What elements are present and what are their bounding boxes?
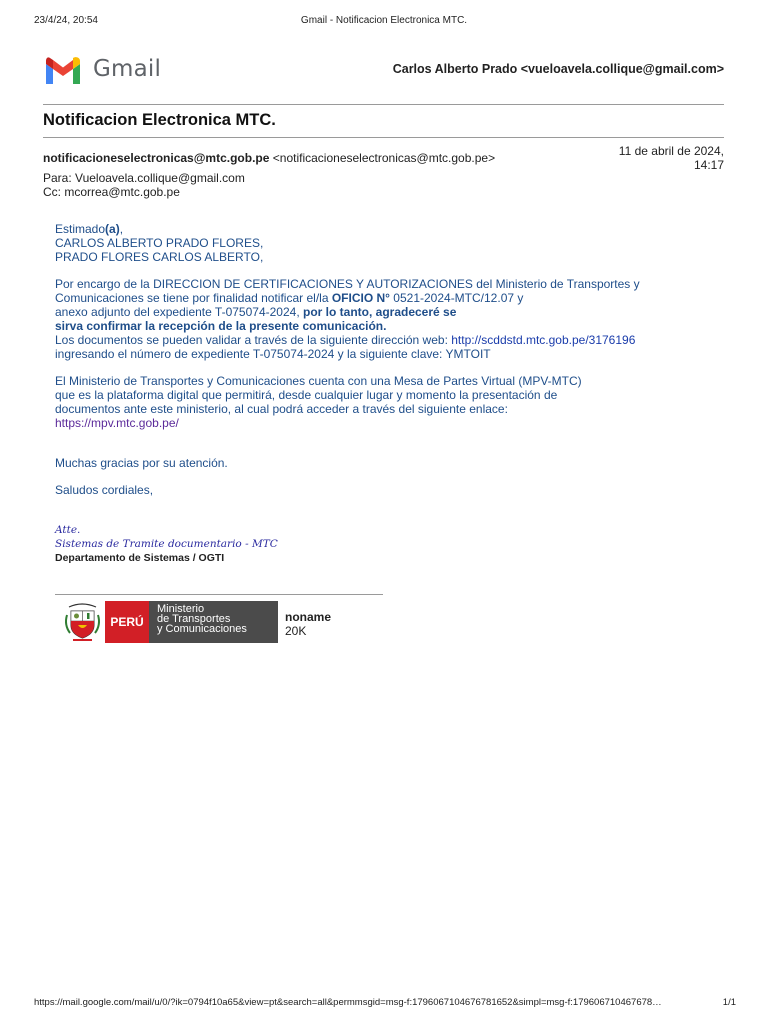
paragraph-2-line-1: El Ministerio de Transportes y Comunicaciones cuenta con una Mesa de Partes Virtual (MPV-MTC)	[55, 374, 582, 388]
email-subject: Notificacion Electronica MTC.	[43, 111, 276, 129]
ministry-line-2: de Transportes	[157, 613, 231, 625]
mpv-link[interactable]: https://mpv.mtc.gob.pe/	[55, 416, 179, 430]
recipient-name-2: PRADO FLORES CARLOS ALBERTO,	[55, 250, 264, 264]
validation-text: Los documentos se pueden validar a través de la siguiente dirección web:	[55, 333, 452, 347]
greeting-suffix: (a)	[105, 222, 120, 236]
message-date-day: 11 de abril de 2024,	[618, 144, 724, 158]
paragraph-2-line-2: que es la plataforma digital que permitirá, desde cualquier lugar y momento la presentación de	[55, 388, 558, 402]
p1-text: Comunicaciones se tiene por finalidad notificar el/la	[55, 291, 332, 305]
message-date-time: 14:17	[693, 158, 724, 172]
message-date	[619, 144, 724, 172]
paragraph-1-line-6: ingresando el número de expediente T-075074-2024 y la siguiente clave: YMTOIT	[55, 347, 491, 361]
signature-system: Sistemas de Tramite documentario - MTC	[55, 538, 278, 550]
signature-atte: Atte.	[55, 524, 81, 536]
request-text: por lo tanto, agradeceré se	[302, 305, 457, 319]
paragraph-1-line-2	[55, 291, 523, 305]
sender-name: notificacioneselectronicas@mtc.gob.pe	[43, 151, 270, 165]
thanks-line: Muchas gracias por su atención.	[55, 456, 228, 470]
sender-line	[43, 151, 495, 165]
gmail-logo[interactable]	[43, 54, 166, 86]
peru-label: PERÚ	[105, 601, 149, 643]
peru-crest-icon	[61, 601, 104, 643]
print-page-number: 1/1	[722, 997, 736, 1008]
paragraph-1-line-1: Por encargo de la DIRECCION DE CERTIFICACIONES Y AUTORIZACIONES del Ministerio de Transportes y	[55, 277, 640, 291]
paragraph-1-line-4: sirva confirmar la recepción de la presente comunicación.	[55, 319, 387, 333]
greeting-line	[55, 222, 123, 236]
recipient-cc: Cc: mcorrea@mtc.gob.pe	[43, 185, 180, 199]
print-datetime: 23/4/24, 20:54	[34, 15, 98, 26]
sender-address: <notificacioneselectronicas@mtc.gob.pe>	[272, 151, 496, 165]
ministry-label	[149, 601, 278, 643]
validation-link[interactable]: http://scddstd.mtc.gob.pe/3176196	[451, 333, 636, 347]
greeting-comma: ,	[119, 222, 124, 236]
attachment-thumbnail[interactable]	[61, 601, 278, 643]
ministry-line-3: y Comunicaciones	[157, 623, 247, 635]
greeting: Estimado	[55, 222, 106, 236]
gmail-wordmark: Gmail	[93, 56, 162, 82]
closing-line: Saludos cordiales,	[55, 483, 154, 497]
oficio-label: OFICIO N°	[331, 291, 390, 305]
attachment-name[interactable]: noname	[285, 610, 332, 624]
print-footer-url: https://mail.google.com/mail/u/0/?ik=0794f10a65&view=pt&search=all&permmsgid=msg-f:1796067104676781652&simpl=msg-f:179606710467678…	[34, 997, 662, 1008]
gmail-m-icon	[43, 55, 83, 85]
ministry-line-1: Ministerio	[157, 603, 205, 615]
print-page-title: Gmail - Notificacion Electronica MTC.	[300, 15, 468, 26]
account-identity: Carlos Alberto Prado <vueloavela.collique@gmail.com>	[392, 62, 724, 76]
attachment-divider	[55, 594, 383, 595]
attachment-size: 20K	[285, 624, 307, 638]
expediente-text: anexo adjunto del expediente T-075074-2024,	[55, 305, 303, 319]
signature-department: Departamento de Sistemas / OGTI	[55, 552, 225, 564]
recipient-name-1: CARLOS ALBERTO PRADO FLORES,	[55, 236, 264, 250]
paragraph-1-line-3	[55, 305, 456, 319]
paragraph-1-line-5	[55, 333, 635, 347]
oficio-number: 0521-2024-MTC/12.07 y	[389, 291, 524, 305]
header-divider	[43, 104, 724, 105]
paragraph-2-line-3: documentos ante este ministerio, al cual podrá acceder a través del siguiente enlace:	[55, 402, 508, 416]
subject-divider	[43, 137, 724, 138]
recipient-to: Para: Vueloavela.collique@gmail.com	[43, 171, 245, 185]
